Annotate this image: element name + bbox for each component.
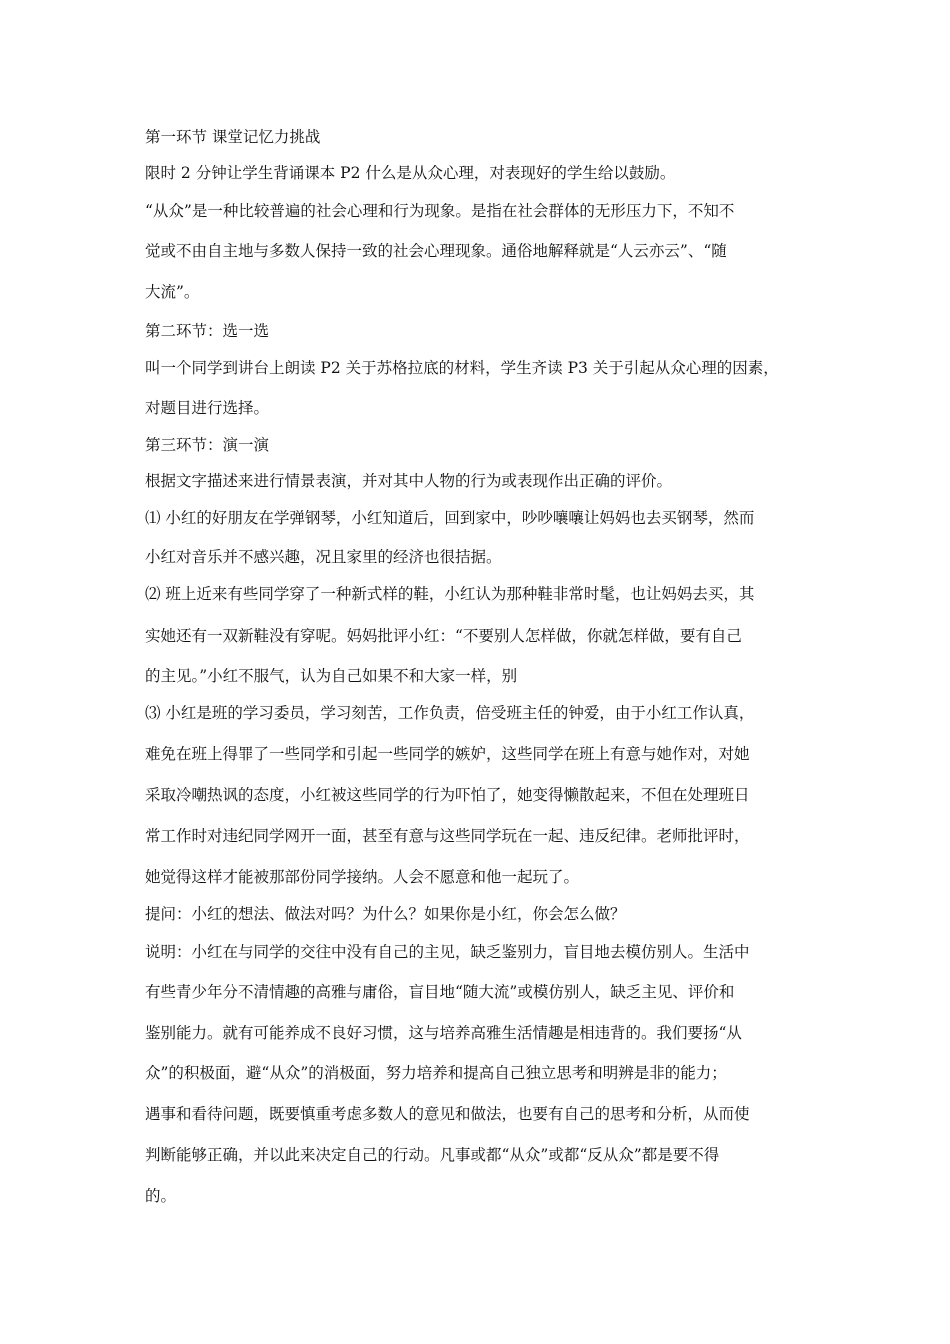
text-line: 大流”。 [145, 283, 200, 301]
scenario-1-line: 小红对音乐并不感兴趣，况且家里的经济也很拮据。 [145, 548, 502, 566]
scenario-3-line: ⑶ 小红是班的学习委员，学习刻苦，工作负责，倍受班主任的钟爱，由于小红工作认真， [145, 704, 755, 722]
scenario-1-line: ⑴ 小红的好朋友在学弹钢琴，小红知道后，回到家中，吵吵嚷嚷让妈妈也去买钢琴，然而 [145, 509, 755, 527]
scenario-2-line: 实她还有一双新鞋没有穿呢。妈妈批评小红：“不要别人怎样做，你就怎样做，要有自己 [145, 627, 742, 645]
explanation-line: 的。 [145, 1187, 177, 1205]
section-heading-1: 第一环节 课堂记忆力挑战 [145, 128, 321, 146]
text-line: 叫一个同学到讲台上朗读 P2 关于苏格拉底的材料，学生齐读 P3 关于引起从众心理的因素， [145, 359, 779, 377]
scenario-3-line: 难免在班上得罪了一些同学和引起一些同学的嫉妒，这些同学在班上有意与她作对，对她 [145, 745, 750, 763]
section-heading-2: 第二环节：选一选 [145, 322, 270, 340]
explanation-line: 鉴别能力。就有可能养成不良好习惯，这与培养高雅生活情趣是相违背的。我们要扬“从 [145, 1024, 742, 1042]
text-line: 根据文字描述来进行情景表演，并对其中人物的行为或表现作出正确的评价。 [145, 472, 673, 490]
scenario-3-line: 常工作时对违纪同学网开一面，甚至有意与这些同学玩在一起、违反纪律。老师批评时， [145, 827, 750, 845]
explanation-line: 遇事和看待问题，既要慎重考虑多数人的意见和做法，也要有自己的思考和分析，从而使 [145, 1105, 750, 1123]
explanation-line: 有些青少年分不清情趣的高雅与庸俗，盲目地“随大流”或模仿别人，缺乏主见、评价和 [145, 983, 735, 1001]
explanation-line: 说明：小红在与同学的交往中没有自己的主见，缺乏鉴别力，盲目地去模仿别人。生活中 [145, 943, 750, 961]
scenario-3-line: 采取冷嘲热讽的态度，小红被这些同学的行为吓怕了，她变得懒散起来，不但在处理班日 [145, 786, 750, 804]
explanation-line: 判断能够正确，并以此来决定自己的行动。凡事或都“从众”或都“反从众”都是要不得 [145, 1146, 720, 1164]
text-line: 限时 2 分钟让学生背诵课本 P2 什么是从众心理，对表现好的学生给以鼓励。 [145, 164, 676, 182]
explanation-line: 众”的积极面，避“从众”的消极面，努力培养和提高自己独立思考和明辨是非的能力； [145, 1064, 727, 1082]
question-line: 提问：小红的想法、做法对吗？为什么？如果你是小红，你会怎么做？ [145, 905, 626, 923]
scenario-2-line: 的主见。”小红不服气，认为自己如果不和大家一样，别 [145, 667, 518, 685]
scenario-3-line: 她觉得这样才能被那部份同学接纳。人会不愿意和他一起玩了。 [145, 868, 580, 886]
scenario-2-line: ⑵ 班上近来有些同学穿了一种新式样的鞋，小红认为那种鞋非常时髦，也让妈妈去买，其 [145, 585, 755, 603]
section-heading-3: 第三环节：演一演 [145, 436, 270, 454]
text-line: 觉或不由自主地与多数人保持一致的社会心理现象。通俗地解释就是“人云亦云”、“随 [145, 242, 727, 260]
text-line: 对题目进行选择。 [145, 399, 270, 417]
text-line: “从众”是一种比较普遍的社会心理和行为现象。是指在社会群体的无形压力下，不知不 [145, 202, 735, 220]
